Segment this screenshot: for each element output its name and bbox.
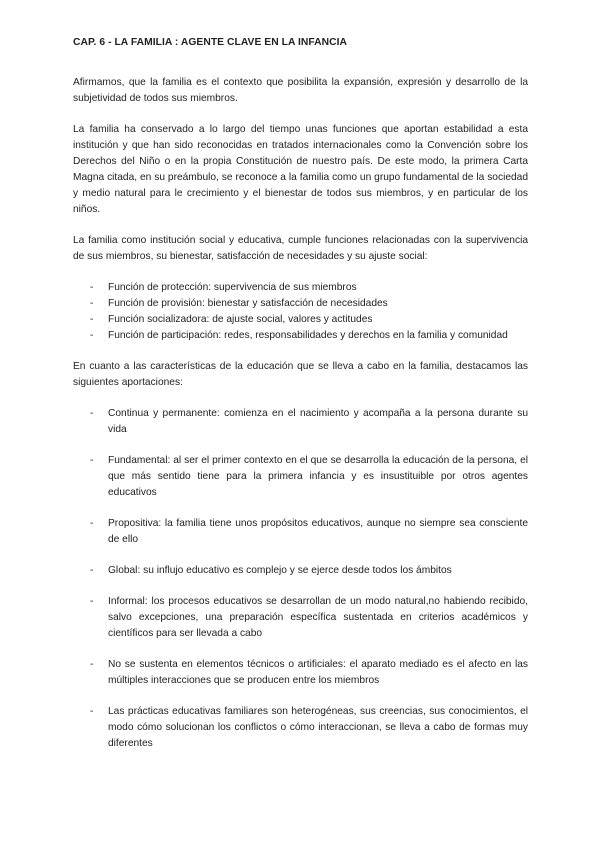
paragraph-functions-intro: La familia como institución social y educativa, cumple funciones relacionadas con la supervivencia de sus miembros, su bienestar, satisfacción de necesidades y su ajuste social: [73,235,528,262]
list-item [73,328,528,344]
list-item [73,280,528,296]
chapter-title: CAP. 6 - LA FAMILIA : AGENTE CLAVE EN LA INFANCIA [73,37,347,48]
list-item [73,563,528,579]
list-item-text: Función de participación: redes, responsabilidades y derechos en la familia y comunidad [108,330,508,341]
paragraph-intro: Afirmamos, que la familia es el contexto que posibilita la expansión, expresión y desarrollo de la subjetividad de todos sus miembros. [73,77,528,104]
paragraph-characteristics-intro: En cuanto a las características de la educación que se lleva a cabo en la familia, destacamos las siguientes aportaciones: [73,361,528,388]
dash-bullet: - [90,518,94,529]
characteristics-list [73,406,528,752]
list-item-text: Función socializadora: de ajuste social, valores y actitudes [108,314,373,325]
list-item [73,406,528,438]
dash-bullet: - [90,408,94,419]
list-item-text: Propositiva: la familia tiene unos propósitos educativos, aunque no siempre sea consciente de ello [108,518,528,545]
dash-bullet: - [90,282,94,293]
dash-bullet: - [90,565,94,576]
list-item-text: Función de protección: supervivencia de sus miembros [108,282,357,293]
dash-bullet: - [90,330,94,341]
paragraph-history: La familia ha conservado a lo largo del tiempo unas funciones que aportan estabilidad a esta institución y que han sido reconocidas en tratados internacionales como la Convención sobre los Derechos del Niño o en la propia Constitución de nuestro país. De este modo, la primera Carta Magna citada, en su preámbulo, se reconoce a la familia como un grupo fundamental de la sociedad y medio natural para le crecimiento y el bienestar de todos sus miembros, y en particular de los niños. [73,124,528,215]
functions-list [73,280,528,344]
dash-bullet: - [90,314,94,325]
list-item [73,516,528,548]
list-item [73,594,528,642]
list-item-text: Continua y permanente: comienza en el nacimiento y acompaña a la persona durante su vida [108,408,528,435]
dash-bullet: - [90,596,94,607]
list-item [73,657,528,689]
list-item [73,453,528,501]
list-item-text: Las prácticas educativas familiares son heterogéneas, sus creencias, sus conocimientos, el modo cómo solucionan los conflictos o cómo interaccionan, se lleva a cabo de formas muy diferentes [108,706,528,749]
dash-bullet: - [90,298,94,309]
dash-bullet: - [90,659,94,670]
dash-bullet: - [90,455,94,466]
list-item [73,704,528,752]
list-item-text: No se sustenta en elementos técnicos o artificiales: el aparato mediado es el afecto en las múltiples interacciones que se producen entre los miembros [108,659,528,686]
dash-bullet: - [90,706,94,717]
list-item-text: Función de provisión: bienestar y satisfacción de necesidades [108,298,388,309]
list-item-text: Global: su influjo educativo es complejo y se ejerce desde todos los ámbitos [108,565,452,576]
list-item [73,312,528,328]
list-item-text: Fundamental: al ser el primer contexto en el que se desarrolla la educación de la persona, el que más sentido tiene para la primera infancia y es insustituible por otros agentes educativos [108,455,528,498]
list-item-text: Informal: los procesos educativos se desarrollan de un modo natural,no habiendo recibido, salvo excepciones, una preparación específica sustentada en criterios académicos y científicos para ser llevada a cabo [108,596,528,639]
list-item [73,296,528,312]
